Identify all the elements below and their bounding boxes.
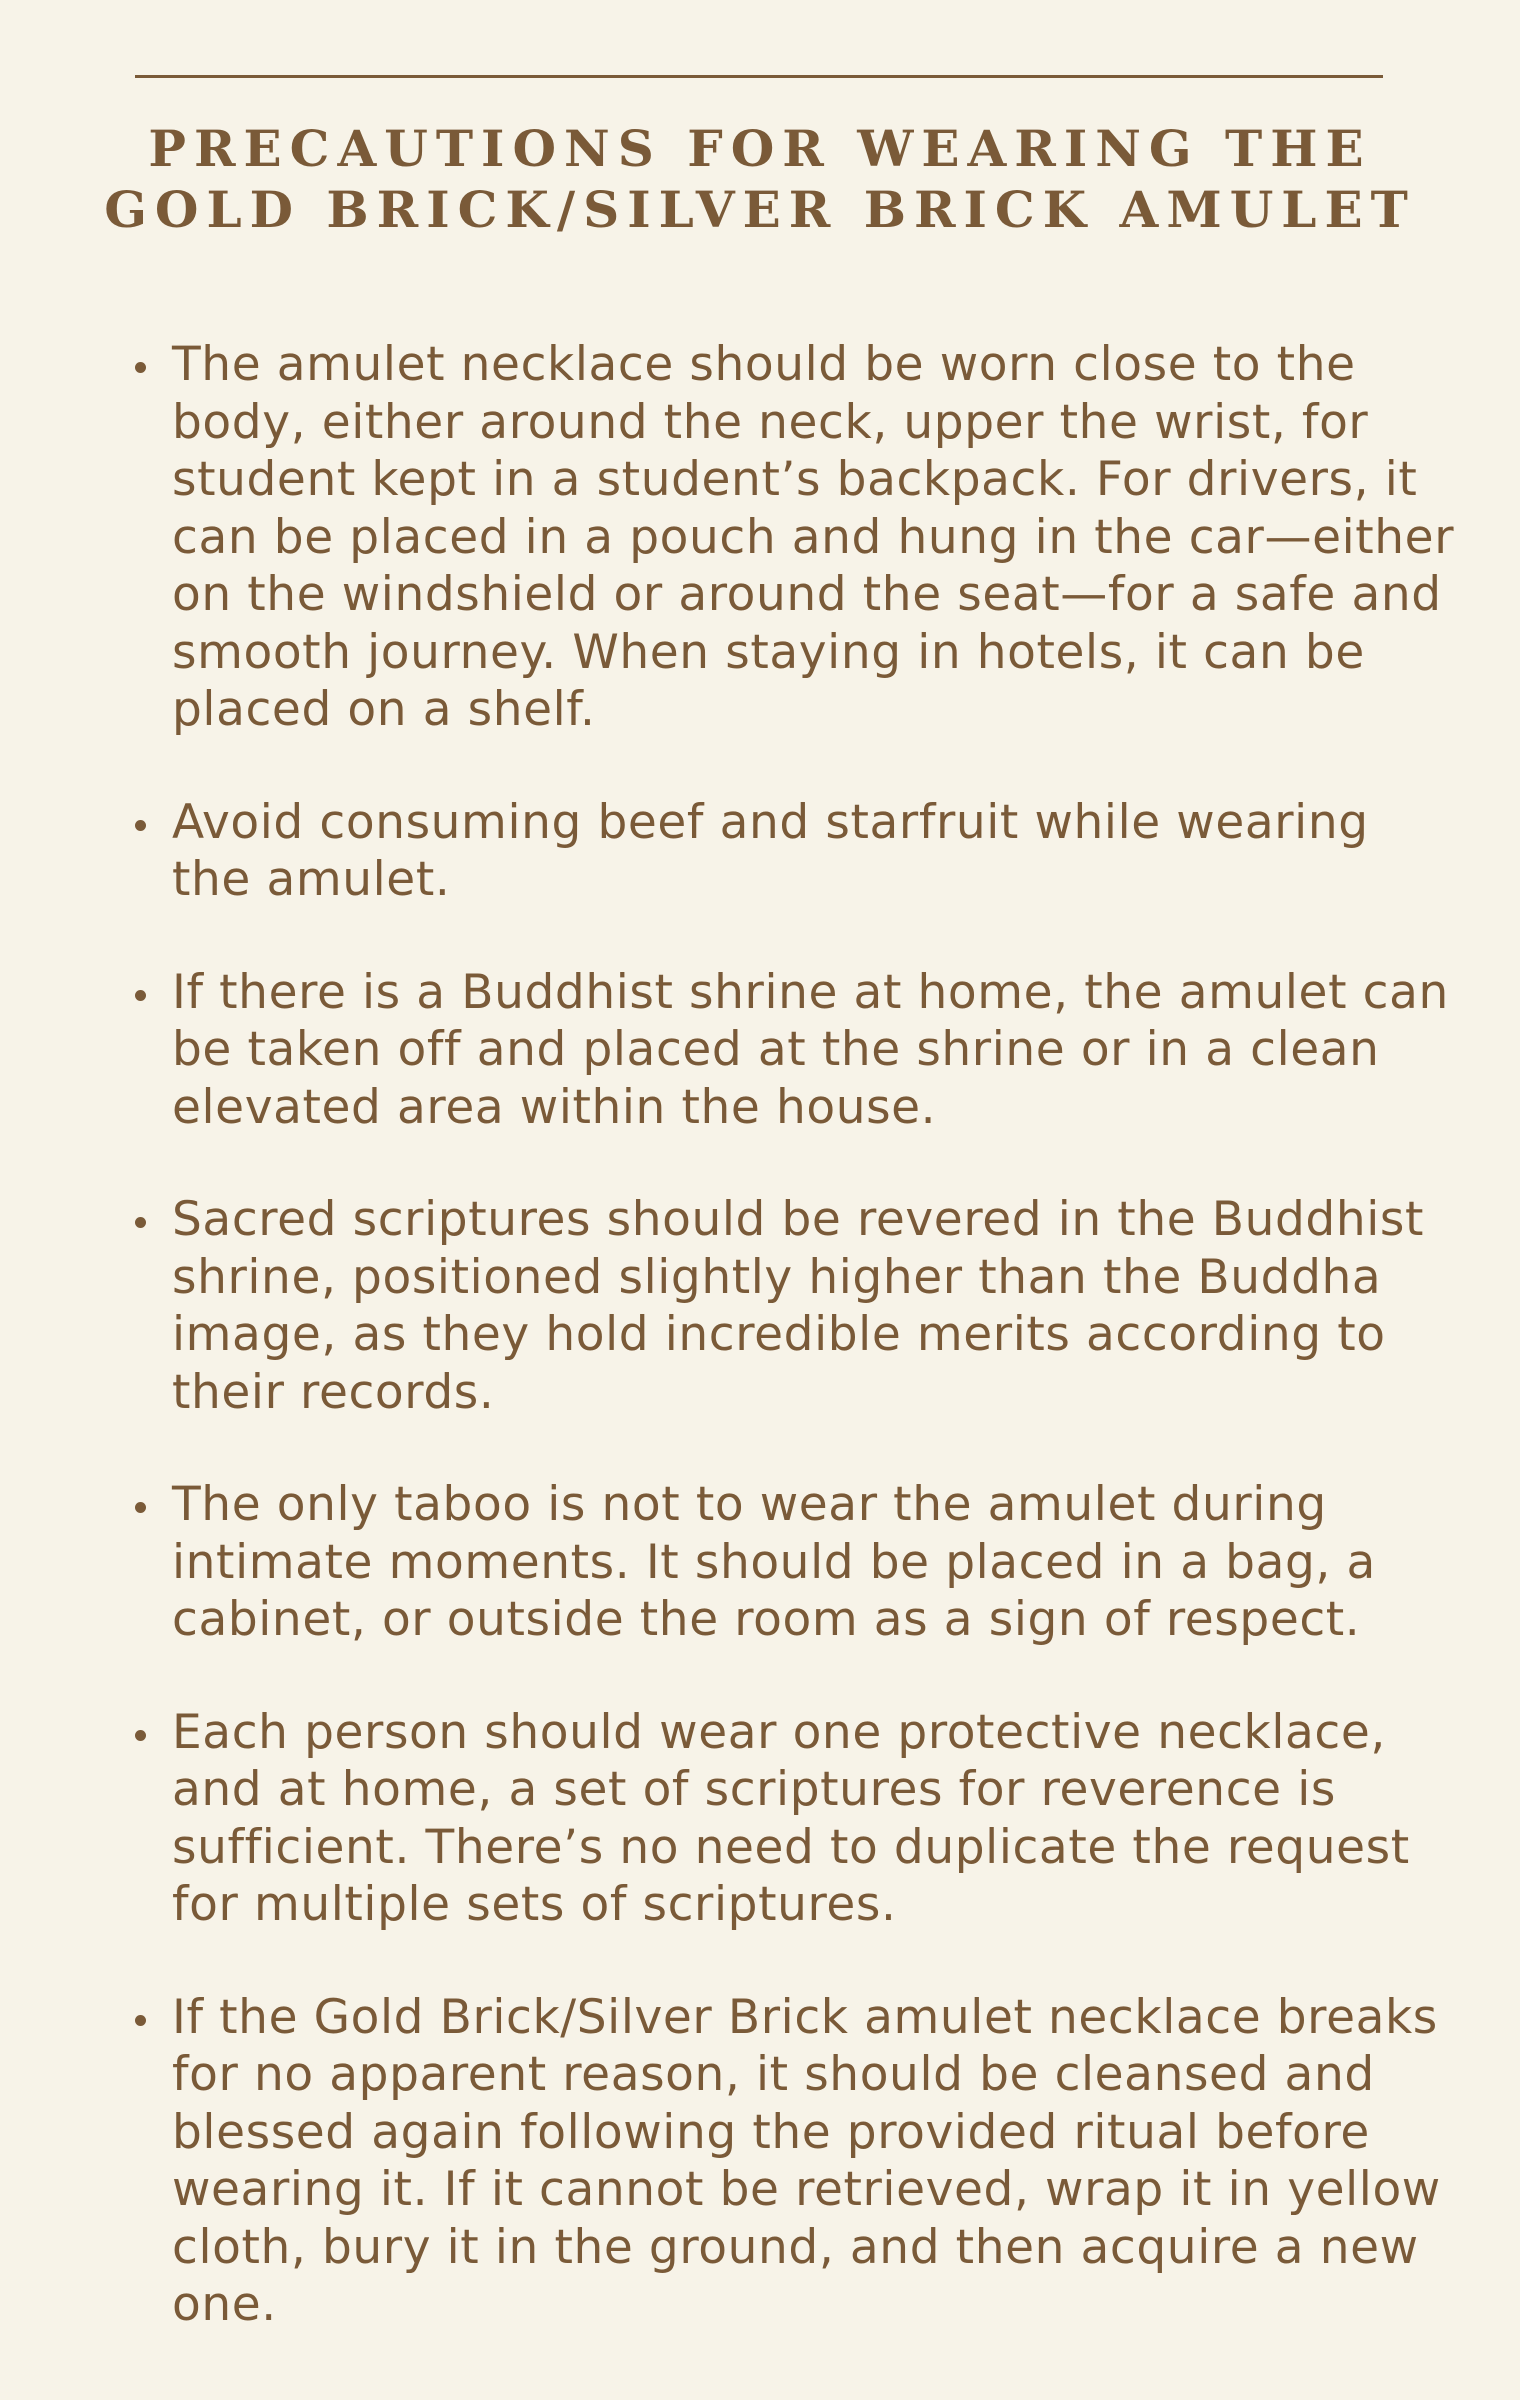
page-title: [0, 118, 1520, 240]
list-item: [130, 1476, 1460, 1649]
precautions-list: [130, 336, 1460, 2389]
list-item-text: Avoid consuming beef and starfruit while wearing the amulet.: [172, 794, 1369, 907]
list-item: [130, 1704, 1460, 1934]
title-line-2: GOLD BRICK/SILVER BRICK AMULET: [104, 180, 1416, 239]
list-item-text: Each person should wear one protective necklace, and at home, a set of scriptures for reverence is sufficient. There’s no need to duplicate the request for multiple sets of scriptures.: [172, 1704, 1410, 1932]
list-item: [130, 794, 1460, 909]
bullet-icon: [135, 362, 146, 373]
list-item: [130, 1989, 1460, 2334]
bullet-icon: [135, 1217, 146, 1228]
bullet-icon: [135, 990, 146, 1001]
top-divider: [135, 75, 1383, 78]
list-item-text: If there is a Buddhist shrine at home, the amulet can be taken off and placed at the shrine or in a clean elevated area within the house.: [172, 964, 1449, 1135]
list-item-text: The only taboo is not to wear the amulet during intimate moments. It should be placed in a bag, a cabinet, or outside the room as a sign of respect.: [172, 1477, 1376, 1647]
bullet-icon: [135, 1502, 146, 1513]
list-item: [130, 1191, 1460, 1421]
list-item: [130, 964, 1460, 1137]
list-item-text: The amulet necklace should be worn close to the body, either around the neck, upper the wrist, for student kept in a student’s backpack. For drivers, it can be placed in a pouch and hung in the car—either on the windshield or around the seat—for a safe and smooth journey. When staying in hotels, it can be placed on a shelf.: [172, 337, 1455, 737]
list-item-text: If the Gold Brick/Silver Brick amulet necklace breaks for no apparent reason, it should be cleansed and blessed again following the provided ritual before wearing it. If it cannot be retrieved, wrap it in yellow cloth, bury it in the ground, and then acquire a new one.: [172, 1989, 1441, 2332]
title-line-1: PRECAUTIONS FOR WEARING THE: [148, 119, 1372, 178]
bullet-icon: [135, 1730, 146, 1741]
list-item-text: Sacred scriptures should be revered in the Buddhist shrine, positioned slightly higher than the Buddha image, as they hold incredible merits according to their records.: [172, 1192, 1425, 1420]
list-item: [130, 336, 1460, 739]
bullet-icon: [135, 2015, 146, 2026]
bullet-icon: [135, 820, 146, 831]
